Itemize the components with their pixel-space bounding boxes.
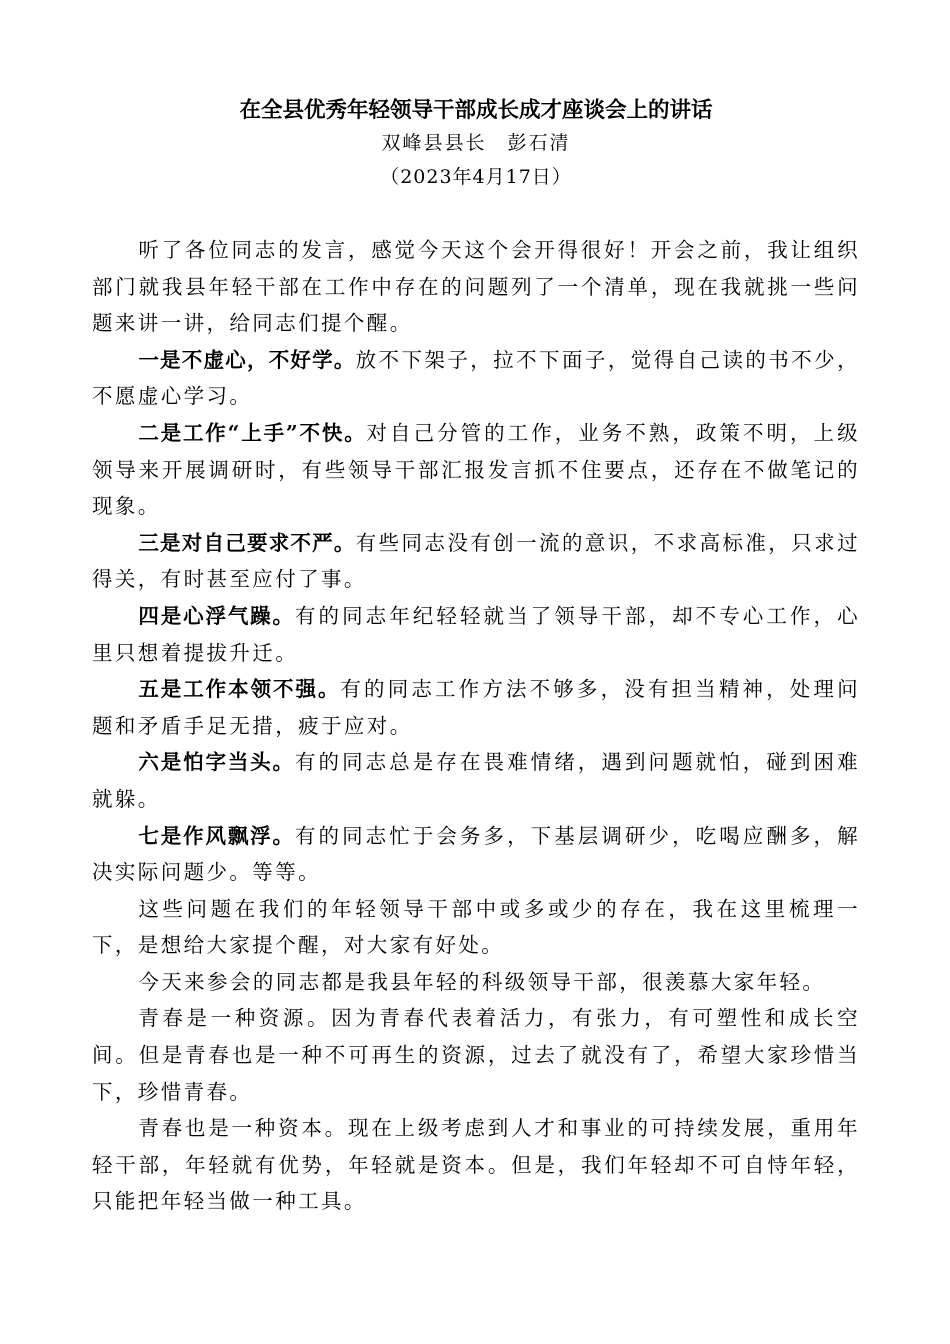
paragraph-intro bbox=[92, 232, 860, 342]
paragraph-point-7 bbox=[92, 818, 860, 891]
paragraph-text: 有的同志忙于会务多，下基层调研少，吃喝应酬多，解决实际问题少。等等。 bbox=[92, 823, 860, 885]
paragraph-text: 对自己分管的工作，业务不熟，政策不明，上级领导来开展调研时，有些领导干部汇报发言抓不住要点，还存在不做笔记的现象。 bbox=[92, 420, 860, 519]
paragraph-lead: 一是不虚心，不好学。 bbox=[138, 347, 356, 372]
paragraph-lead: 五是工作本领不强。 bbox=[138, 677, 341, 702]
paragraph-point-4 bbox=[92, 598, 860, 671]
paragraph-summary bbox=[92, 891, 860, 964]
document-page bbox=[92, 96, 860, 1220]
paragraph-point-5 bbox=[92, 671, 860, 744]
paragraph-text: 这些问题在我们的年轻领导干部中或多或少的存在，我在这里梳理一下，是想给大家提个醒，对大家有好处。 bbox=[92, 896, 860, 958]
paragraph-lead: 六是怕字当头。 bbox=[138, 750, 295, 775]
paragraph-lead: 三是对自己要求不严。 bbox=[138, 530, 356, 555]
document-author: 双峰县县长 彭石清 bbox=[381, 132, 571, 154]
paragraph-youth-resource bbox=[92, 1000, 860, 1110]
paragraph-point-2 bbox=[92, 415, 860, 525]
paragraph-text: 青春是一种资源。因为青春代表着活力，有张力，有可塑性和成长空间。但是青春也是一种不可再生的资源，过去了就没有了，希望大家珍惜当下，珍惜青春。 bbox=[92, 1006, 860, 1104]
paragraph-text: 有的同志总是存在畏难情绪，遇到问题就怕，碰到困难就躲。 bbox=[92, 750, 860, 811]
paragraph-text: 今天来参会的同志都是我县年轻的科级领导干部，很羡慕大家年轻。 bbox=[138, 969, 826, 994]
paragraph-youth-capital bbox=[92, 1110, 860, 1220]
document-body bbox=[92, 232, 860, 1220]
paragraph-text: 放不下架子，拉不下面子，觉得自己读的书不少，不愿虚心学习。 bbox=[92, 347, 860, 409]
paragraph-lead: 四是心浮气躁。 bbox=[138, 603, 295, 628]
paragraph-point-6 bbox=[92, 744, 860, 817]
paragraph-text: 有的同志年纪轻轻就当了领导干部，却不专心工作，心里只想着提拔升迁。 bbox=[92, 603, 860, 665]
paragraph-point-1 bbox=[92, 342, 860, 415]
paragraph-point-3 bbox=[92, 525, 860, 598]
paragraph-attendees bbox=[92, 964, 860, 1001]
document-date: （2023年4月17日） bbox=[380, 166, 572, 188]
document-title: 在全县优秀年轻领导干部成长成才座谈会上的讲话 bbox=[239, 98, 713, 123]
paragraph-lead: 二是工作“上手”不快。 bbox=[138, 420, 367, 445]
paragraph-text: 有的同志工作方法不够多，没有担当精神，处理问题和矛盾手足无措，疲于应对。 bbox=[92, 677, 860, 738]
paragraph-lead: 七是作风飘浮。 bbox=[138, 823, 295, 848]
paragraph-text: 听了各位同志的发言，感觉今天这个会开得很好！开会之前，我让组织部门就我县年轻干部在工作中存在的问题列了一个清单，现在我就挑一些问题来讲一讲，给同志们提个醒。 bbox=[92, 238, 860, 336]
paragraph-text: 有些同志没有创一流的意识，不求高标准，只求过得关，有时甚至应付了事。 bbox=[92, 530, 860, 592]
paragraph-text: 青春也是一种资本。现在上级考虑到人才和事业的可持续发展，重用年轻干部，年轻就有优势，年轻就是资本。但是，我们年轻却不可自恃年轻，只能把年轻当做一种工具。 bbox=[92, 1116, 860, 1214]
